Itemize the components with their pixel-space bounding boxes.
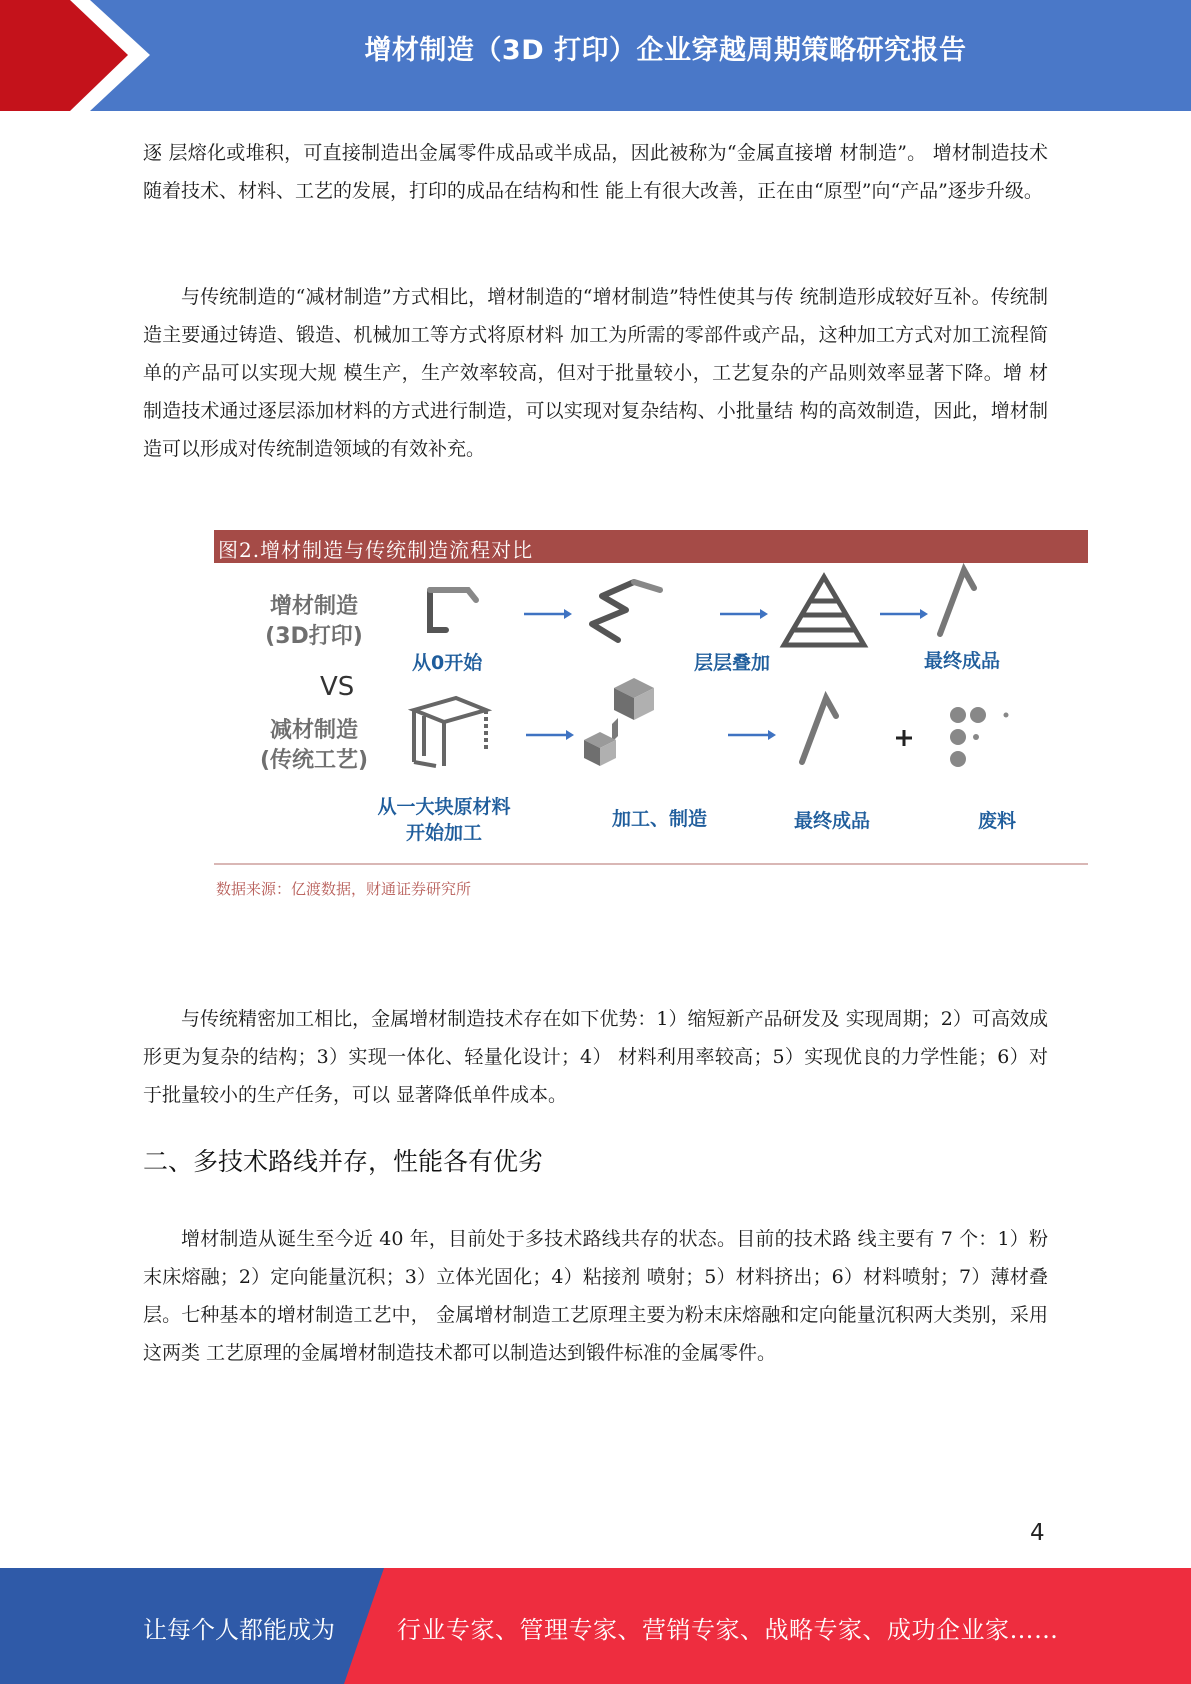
vs-label: VS: [320, 672, 355, 702]
paragraph-advantages: 与传统精密加工相比，金属增材制造技术存在如下优势：1）缩短新产品研发及 实现周期；2）可高效成形更为复杂的结构；3）实现一体化、轻量化设计；4） 材料利用率较高；5）实现优良的力学性能；6）对于批量较小的生产任务，可以 显著降低单件成本。: [143, 1008, 1048, 1106]
layer-zigzag-icon: [592, 582, 660, 640]
subtractive-step-scrap-label: 废料: [978, 810, 1017, 832]
subtractive-step-final-label: 最终成品: [794, 810, 871, 832]
arrow-icon: [880, 609, 928, 619]
final-product-icon: [802, 698, 836, 762]
start-from-zero-icon: [430, 590, 476, 630]
arrow-icon: [526, 730, 574, 740]
additive-step-final-label: 最终成品: [924, 650, 1001, 672]
paragraph-comparison: 与传统制造的“减材制造”方式相比，增材制造的“增材制造”特性使其与传 统制造形成较好互补。传统制造主要通过铸造、锻造、机械加工等方式将原材料 加工为所需的零部件或产品，这种加工方式对加工流程简单的产品可以实现大规 模生产，生产效率较高，但对于批量较小，工艺复杂的产品则效率显著下降。增 材制造技术通过逐层添加材料的方式进行制造，可以实现对复杂结构、小批量结 构的高效制造，因此，增材制造可以形成对传统制造领域的有效补充。: [143, 286, 1048, 460]
report-title: 增材制造（3D 打印）企业穿越周期策略研究报告: [364, 35, 967, 66]
additive-step-start-label: 从0开始: [412, 652, 483, 674]
page-header: [0, 0, 1191, 111]
header-arrow-decoration: [0, 0, 160, 111]
figure-title: 图2.增材制造与传统制造流程对比: [218, 538, 534, 562]
arrow-icon: [524, 609, 572, 619]
page-number: 4: [1030, 1520, 1045, 1546]
pyramid-icon: [784, 577, 864, 645]
arrow-icon: [728, 730, 776, 740]
page-footer: [0, 1568, 1191, 1684]
raw-material-block-icon: [414, 698, 486, 766]
arrow-icon: [720, 609, 768, 619]
subtractive-step-machining-label: 加工、制造: [612, 808, 708, 830]
additive-label: 增材制造 (3D打印): [265, 594, 363, 649]
final-product-icon: [940, 570, 974, 634]
footer-slogan-right: 行业专家、管理专家、营销专家、战略专家、成功企业家……: [397, 1616, 1059, 1644]
subtractive-label: 减材制造 (传统工艺): [259, 718, 369, 773]
machining-cubes-icon: [584, 678, 654, 766]
paragraph-technology-routes: 增材制造从诞生至今近 40 年，目前处于多技术路线共存的状态。目前的技术路 线主要有 7 个：1）粉末床熔融；2）定向能量沉积；3）立体光固化；4）粘接剂 喷射；5）材料挤出；6）材料喷射；7）薄材叠层。七种基本的增材制造工艺中， 金属增材制造工艺原理主要为粉末床熔融和定向能量沉积两大类别，采用这两类 工艺原理的金属增材制造技术都可以制造达到锻件标准的金属零件。: [143, 1228, 1048, 1364]
footer-slogan-left: 让每个人都能成为: [143, 1616, 335, 1644]
scrap-dots-icon: [950, 707, 1009, 767]
figure-divider: [214, 863, 1088, 865]
section-heading: 二、多技术路线并存，性能各有优劣: [143, 1147, 544, 1176]
process-comparison-figure: [214, 530, 1088, 908]
figure-source: 数据来源：亿渡数据，财通证券研究所: [216, 880, 472, 898]
subtractive-step-start-label: 从一大块原材料 开始加工: [377, 796, 511, 844]
additive-step-layer-label: 层层叠加: [694, 652, 771, 674]
paragraph-intro: 逐 层熔化或堆积，可直接制造出金属零件成品或半成品，因此被称为“金属直接增 材制造”。 增材制造技术随着技术、材料、工艺的发展，打印的成品在结构和性 能上有很大改善，正在由“原型”向“产品”逐步升级。: [143, 142, 1048, 202]
plus-icon: [896, 730, 912, 746]
